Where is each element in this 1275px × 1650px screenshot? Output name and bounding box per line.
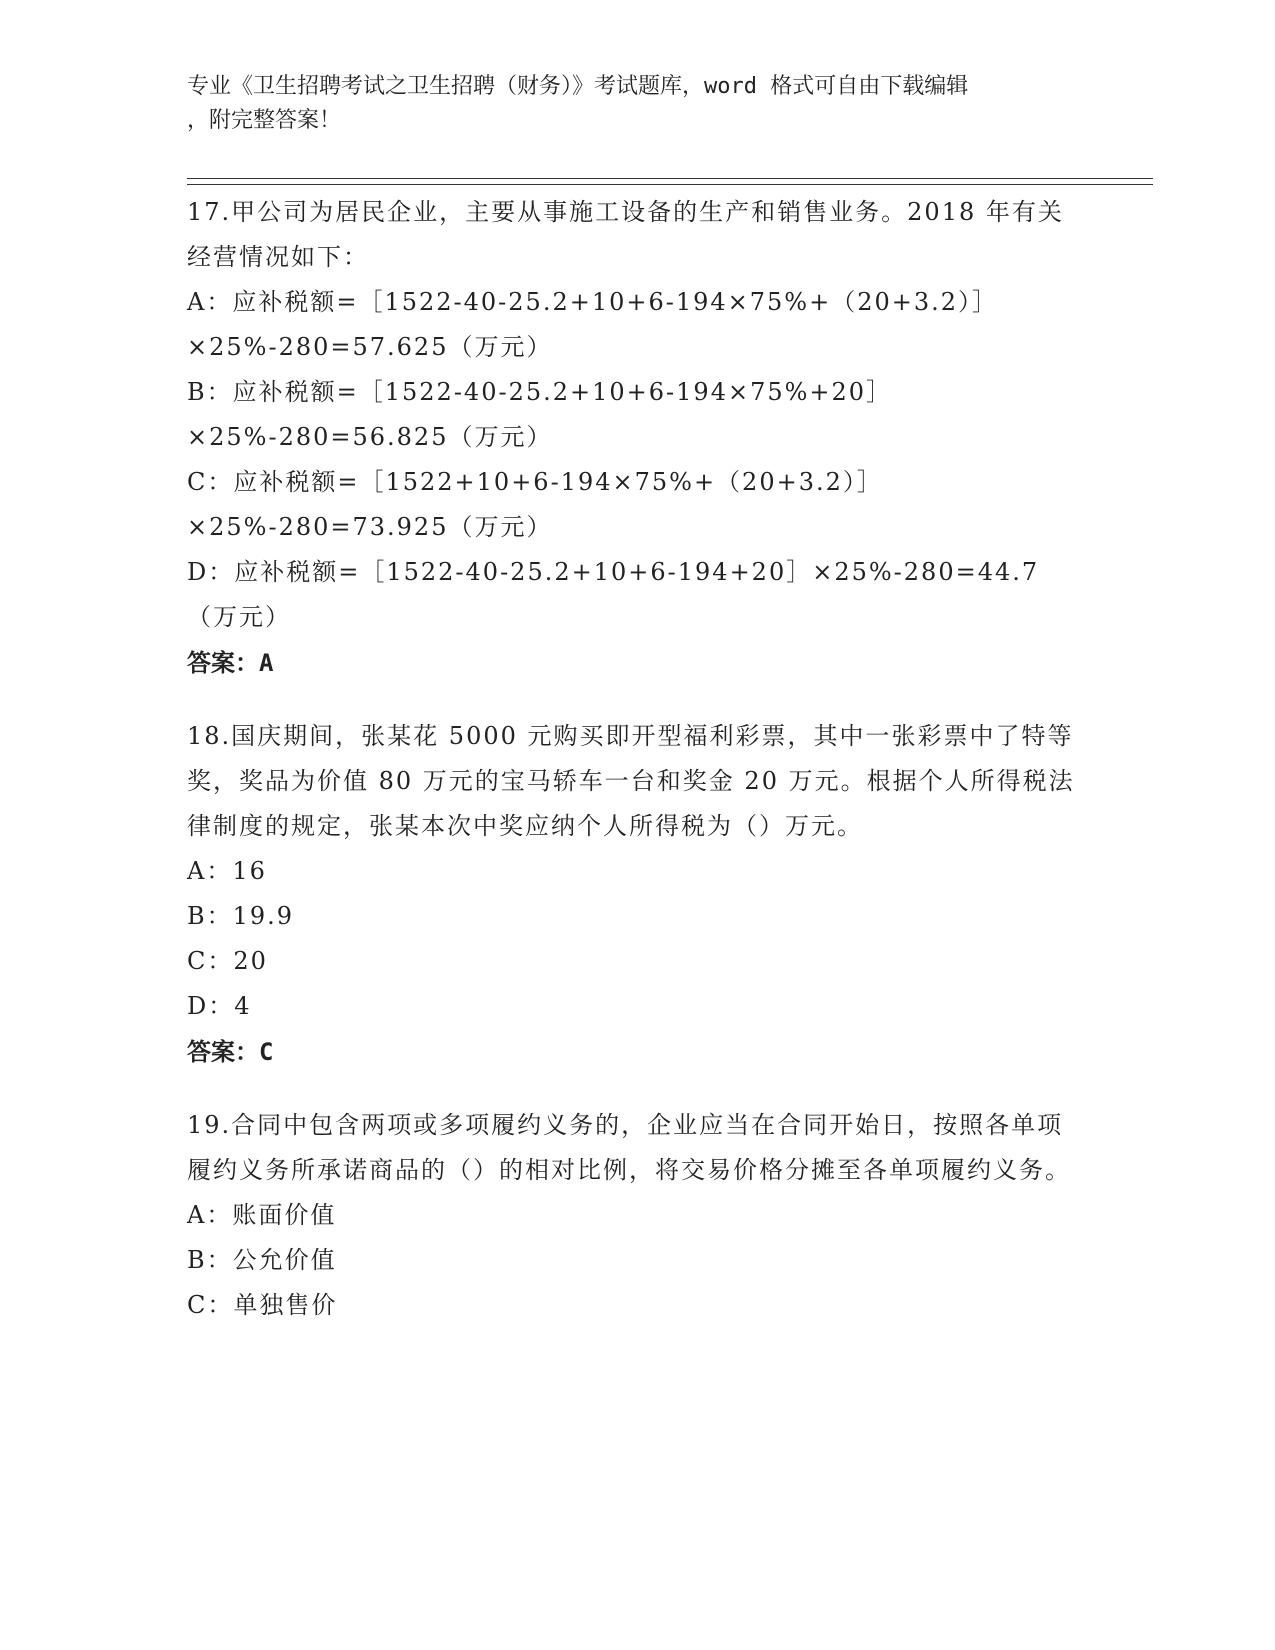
option-d: D：4 [187,992,252,1020]
question-text: 19.合同中包含两项或多项履约义务的，企业应当在合同开始日，按照各单项履约义务所承诺商品的（）的相对比例，将交易价格分摊至各单项履约义务。 [187,1111,1071,1184]
question-19 [187,1103,1077,1328]
question-text: 17.甲公司为居民企业，主要从事施工设备的生产和销售业务。2018 年有关经营情况如下： [187,198,1064,271]
question-18 [187,714,1077,1075]
question-17 [187,190,1077,686]
question-list [187,190,1077,1356]
document-header [187,70,1087,138]
question-text: 18.国庆期间，张某花 5000 元购买即开型福利彩票，其中一张彩票中了特等奖，奖品为价值 80 万元的宝马轿车一台和奖金 20 万元。根据个人所得税法律制度的规定，张某本次中奖应纳个人所得税为（）万元。 [187,722,1075,840]
option-a: A：16 [187,857,267,885]
answer-value: A [259,649,274,677]
option-b: B：19.9 [187,902,295,930]
option-c: C：单独售价 [187,1291,338,1319]
option-a: A：应补税额=［1522-40-25.2+10+6-194×75%+（20+3.2）］×25%-280=57.625（万元） [187,288,999,361]
option-c: C：20 [187,947,268,975]
header-divider [187,178,1153,185]
answer [187,1029,1077,1075]
answer-value: C [259,1038,274,1066]
header-line-1: 专业《卫生招聘考试之卫生招聘（财务）》考试题库，word 格式可自由下载编辑 [187,74,969,99]
option-b: B：应补税额=［1522-40-25.2+10+6-194×75%+20］×25%-280=56.825（万元） [187,378,893,451]
option-b: B：公允价值 [187,1246,337,1274]
answer-label: 答案： [187,1038,259,1066]
answer-label: 答案： [187,649,259,677]
option-d: D：应补税额=［1522-40-25.2+10+6-194+20］×25%-280=44.7（万元） [187,558,1040,631]
header-line-2: ，附完整答案！ [187,108,342,133]
answer [187,640,1077,686]
option-a: A：账面价值 [187,1201,337,1229]
option-c: C：应补税额=［1522+10+6-194×75%+（20+3.2）］×25%-280=73.925（万元） [187,468,883,541]
